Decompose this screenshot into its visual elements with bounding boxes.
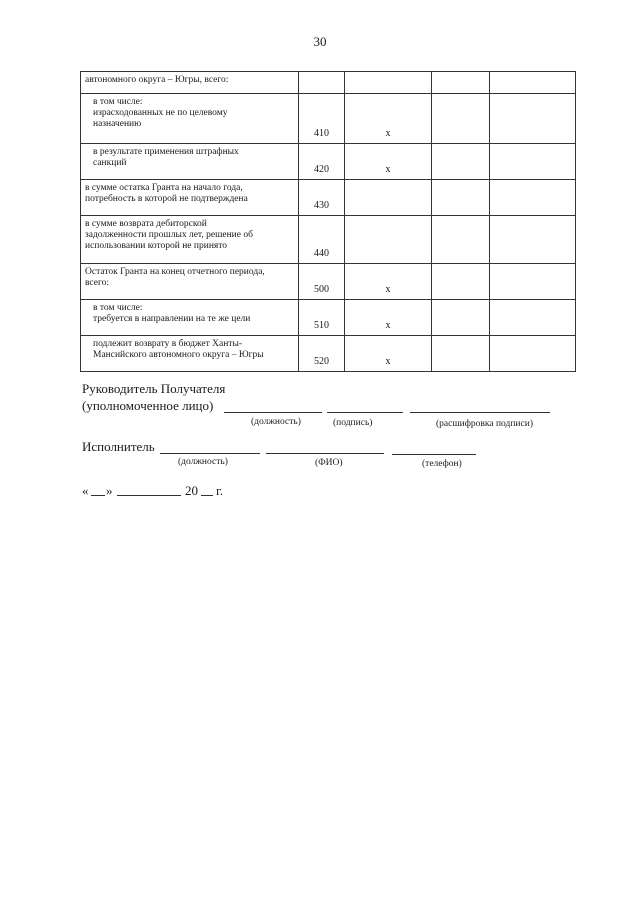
row-value-cell[interactable]: [490, 94, 576, 144]
row-description-line: использовании которой не принято: [85, 241, 228, 251]
executor-phone-line[interactable]: [392, 454, 476, 455]
row-mark: x: [345, 264, 432, 300]
row-value-cell[interactable]: [432, 72, 490, 94]
row-code: 430: [299, 180, 345, 216]
row-description: [81, 94, 299, 144]
table-row: [81, 336, 576, 372]
row-mark: x: [345, 144, 432, 180]
head-decoding-caption: (расшифровка подписи): [436, 419, 533, 429]
head-position-line[interactable]: [224, 412, 322, 413]
row-code: 510: [299, 300, 345, 336]
row-code: 500: [299, 264, 345, 300]
table-row: [81, 216, 576, 264]
row-description: [81, 300, 299, 336]
executor-position-line[interactable]: [160, 453, 260, 454]
head-label: Руководитель Получателя: [82, 381, 226, 396]
executor-name-line[interactable]: [266, 453, 384, 454]
table-row: [81, 144, 576, 180]
table-row: [81, 300, 576, 336]
head-position-caption: (должность): [251, 417, 301, 427]
row-value-cell[interactable]: [490, 72, 576, 94]
row-value-cell[interactable]: [432, 94, 490, 144]
row-value-cell[interactable]: [432, 300, 490, 336]
row-code: 520: [299, 336, 345, 372]
table-row: [81, 264, 576, 300]
row-code: 410: [299, 94, 345, 144]
row-description: [81, 180, 299, 216]
row-description: [81, 336, 299, 372]
row-mark: x: [345, 336, 432, 372]
date-day-line[interactable]: [91, 495, 105, 496]
row-description-line: в сумме возврата дебиторской: [85, 219, 207, 229]
executor-position-caption: (должность): [178, 457, 228, 467]
row-description-line: в результате применения штрафных: [93, 147, 239, 157]
head-sublabel: (уполномоченное лицо): [82, 398, 214, 413]
page-number: 30: [313, 34, 327, 49]
date-year-line[interactable]: [201, 495, 213, 496]
row-description-line: потребность в которой не подтверждена: [85, 194, 248, 204]
row-description: [81, 144, 299, 180]
row-mark: [345, 216, 432, 264]
row-description-line: в сумме остатка Гранта на начало года,: [85, 183, 243, 193]
date-year-prefix: 20: [185, 483, 198, 498]
row-value-cell[interactable]: [432, 144, 490, 180]
executor-label: Исполнитель: [82, 439, 155, 454]
row-description: [81, 264, 299, 300]
row-description-line: назначению: [93, 119, 142, 129]
row-mark: x: [345, 94, 432, 144]
row-description-line: автономного округа – Югры, всего:: [85, 75, 229, 85]
row-description-line: Остаток Гранта на конец отчетного периода,: [85, 267, 265, 277]
executor-name-caption: (ФИО): [315, 458, 343, 468]
row-value-cell[interactable]: [490, 144, 576, 180]
date-close-quote: »: [106, 483, 113, 498]
row-value-cell[interactable]: [490, 264, 576, 300]
date-open-quote: «: [82, 483, 89, 498]
row-description-line: в том числе:: [93, 303, 143, 313]
row-code: 420: [299, 144, 345, 180]
date-month-line[interactable]: [117, 495, 181, 496]
row-mark: x: [345, 300, 432, 336]
row-description-line: требуется в направлении на те же цели: [93, 314, 251, 324]
row-description-line: в том числе:: [93, 97, 143, 107]
head-signature-line[interactable]: [327, 412, 403, 413]
row-value-cell[interactable]: [432, 264, 490, 300]
row-value-cell[interactable]: [432, 216, 490, 264]
row-description: [81, 216, 299, 264]
table-row: [81, 180, 576, 216]
row-value-cell[interactable]: [490, 216, 576, 264]
head-signature-caption: (подпись): [333, 418, 373, 428]
grant-report-table: [80, 71, 576, 372]
row-description-line: Мансийского автономного округа – Югры: [93, 350, 264, 360]
executor-phone-caption: (телефон): [422, 459, 462, 469]
row-value-cell[interactable]: [490, 300, 576, 336]
row-value-cell[interactable]: [490, 336, 576, 372]
row-code: [299, 72, 345, 94]
table-row: [81, 94, 576, 144]
row-description-line: израсходованных не по целевому: [93, 108, 228, 118]
table-row: [81, 72, 576, 94]
row-code: 440: [299, 216, 345, 264]
row-description: [81, 72, 299, 94]
row-value-cell[interactable]: [432, 180, 490, 216]
row-description-line: санкций: [93, 158, 127, 168]
head-decoding-line[interactable]: [410, 412, 550, 413]
row-description-line: всего:: [85, 278, 110, 288]
row-value-cell[interactable]: [432, 336, 490, 372]
row-description-line: задолженности прошлых лет, решение об: [85, 230, 253, 240]
row-mark: [345, 72, 432, 94]
row-description-line: подлежит возврату в бюджет Ханты-: [93, 339, 242, 349]
row-value-cell[interactable]: [490, 180, 576, 216]
date-suffix: г.: [216, 483, 224, 498]
row-mark: [345, 180, 432, 216]
